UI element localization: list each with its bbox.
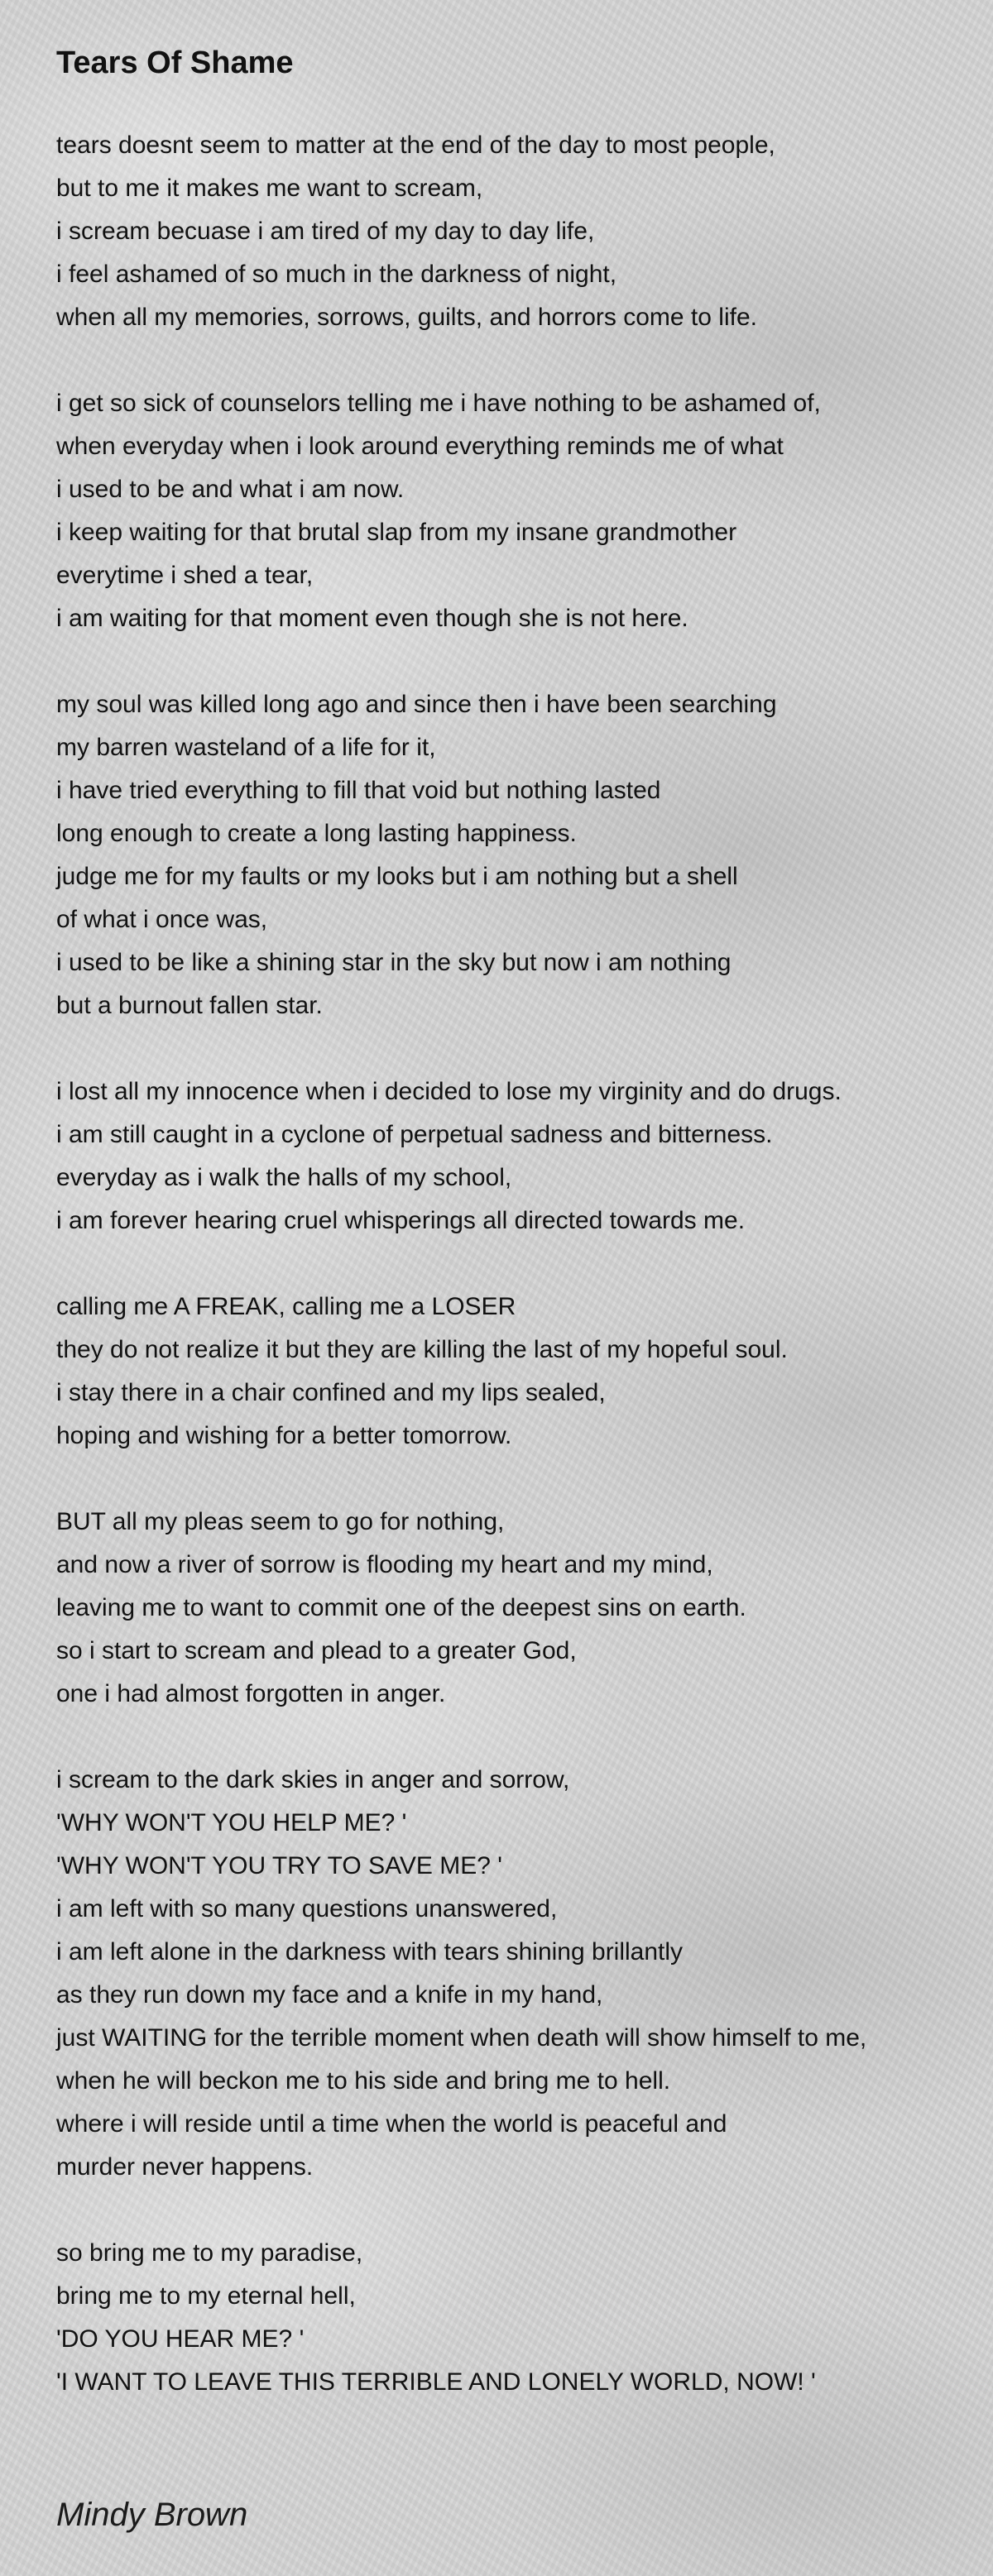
poem-line: i have tried everything to fill that void but nothing lasted: [56, 777, 661, 804]
stanza: [56, 1286, 993, 1458]
poem-line: judge me for my faults or my looks but i am nothing but a shell: [56, 863, 738, 890]
poem-line: 'I WANT TO LEAVE THIS TERRIBLE AND LONELY WORLD, NOW! ': [56, 2368, 816, 2396]
poem-line: i am left with so many questions unanswered,: [56, 1895, 558, 1922]
poem-line: 'WHY WON'T YOU HELP ME? ': [56, 1809, 407, 1836]
poem-line: i lost all my innocence when i decided to lose my virginity and do drugs.: [56, 1078, 842, 1105]
poem-line: one i had almost forgotten in anger.: [56, 1680, 446, 1707]
stanza: [56, 683, 993, 1027]
poem-line: i scream becuase i am tired of my day to day life,: [56, 218, 595, 245]
poem-line: 'WHY WON'T YOU TRY TO SAVE ME? ': [56, 1852, 502, 1879]
poem-line: but a burnout fallen star.: [56, 992, 323, 1019]
poem-line: when everyday when i look around everything reminds me of what: [56, 433, 784, 460]
poem-line: i am forever hearing cruel whisperings all directed towards me.: [56, 1207, 746, 1234]
poem-line: i am left alone in the darkness with tears shining brillantly: [56, 1938, 684, 1966]
poem-author: Mindy Brown: [56, 2497, 248, 2533]
poem-line: so i start to scream and plead to a greater God,: [56, 1637, 577, 1664]
poem-line: long enough to create a long lasting happiness.: [56, 820, 577, 847]
poem-line: murder never happens.: [56, 2153, 314, 2181]
poem-line: i am still caught in a cyclone of perpetual sadness and bitterness.: [56, 1121, 773, 1148]
poem-line: BUT all my pleas seem to go for nothing,: [56, 1508, 505, 1535]
stanza: [56, 382, 993, 640]
poem-line: i keep waiting for that brutal slap from my insane grandmother: [56, 519, 737, 546]
poem-line: i stay there in a chair confined and my lips sealed,: [56, 1379, 606, 1406]
poem-line: bring me to my eternal hell,: [56, 2282, 356, 2310]
poem-line: i used to be like a shining star in the sky but now i am nothing: [56, 949, 732, 976]
poem-line: when he will beckon me to his side and bring me to hell.: [56, 2067, 671, 2095]
poem-line: 'DO YOU HEAR ME? ': [56, 2325, 305, 2353]
poem-line: hoping and wishing for a better tomorrow.: [56, 1422, 512, 1449]
poem-line: calling me A FREAK, calling me a LOSER: [56, 1293, 516, 1320]
poem-line: i scream to the dark skies in anger and sorrow,: [56, 1766, 570, 1793]
poem-line: i used to be and what i am now.: [56, 476, 405, 503]
poem-line: leaving me to want to commit one of the deepest sins on earth.: [56, 1594, 746, 1621]
stanza: [56, 2232, 993, 2404]
poem-body: [56, 124, 993, 2447]
poem-line: i feel ashamed of so much in the darkness of night,: [56, 261, 617, 288]
poem-line: just WAITING for the terrible moment when death will show himself to me,: [56, 2024, 867, 2052]
poem-line: everytime i shed a tear,: [56, 562, 314, 589]
poem-line: i am waiting for that moment even though she is not here.: [56, 605, 688, 632]
poem-line: my barren wasteland of a life for it,: [56, 734, 436, 761]
stanza: [56, 1070, 993, 1243]
stanza: [56, 124, 993, 339]
poem-line: as they run down my face and a knife in my hand,: [56, 1981, 603, 2009]
poem-line: of what i once was,: [56, 906, 268, 933]
stanza: [56, 1759, 993, 2189]
poem-line: where i will reside until a time when the world is peaceful and: [56, 2110, 727, 2138]
poem-line: tears doesnt seem to matter at the end of the day to most people,: [56, 132, 775, 159]
poem-line: when all my memories, sorrows, guilts, and horrors come to life.: [56, 304, 757, 331]
poem-line: they do not realize it but they are killing the last of my hopeful soul.: [56, 1336, 788, 1363]
poem-title: Tears Of Shame: [56, 45, 294, 80]
poem-line: and now a river of sorrow is flooding my heart and my mind,: [56, 1551, 713, 1578]
poem-line: my soul was killed long ago and since then i have been searching: [56, 691, 777, 718]
poem-line: but to me it makes me want to scream,: [56, 175, 483, 202]
poem-line: i get so sick of counselors telling me i have nothing to be ashamed of,: [56, 390, 821, 417]
stanza: [56, 1501, 993, 1716]
poem-line: so bring me to my paradise,: [56, 2239, 363, 2267]
poem-line: everyday as i walk the halls of my school,: [56, 1164, 512, 1191]
